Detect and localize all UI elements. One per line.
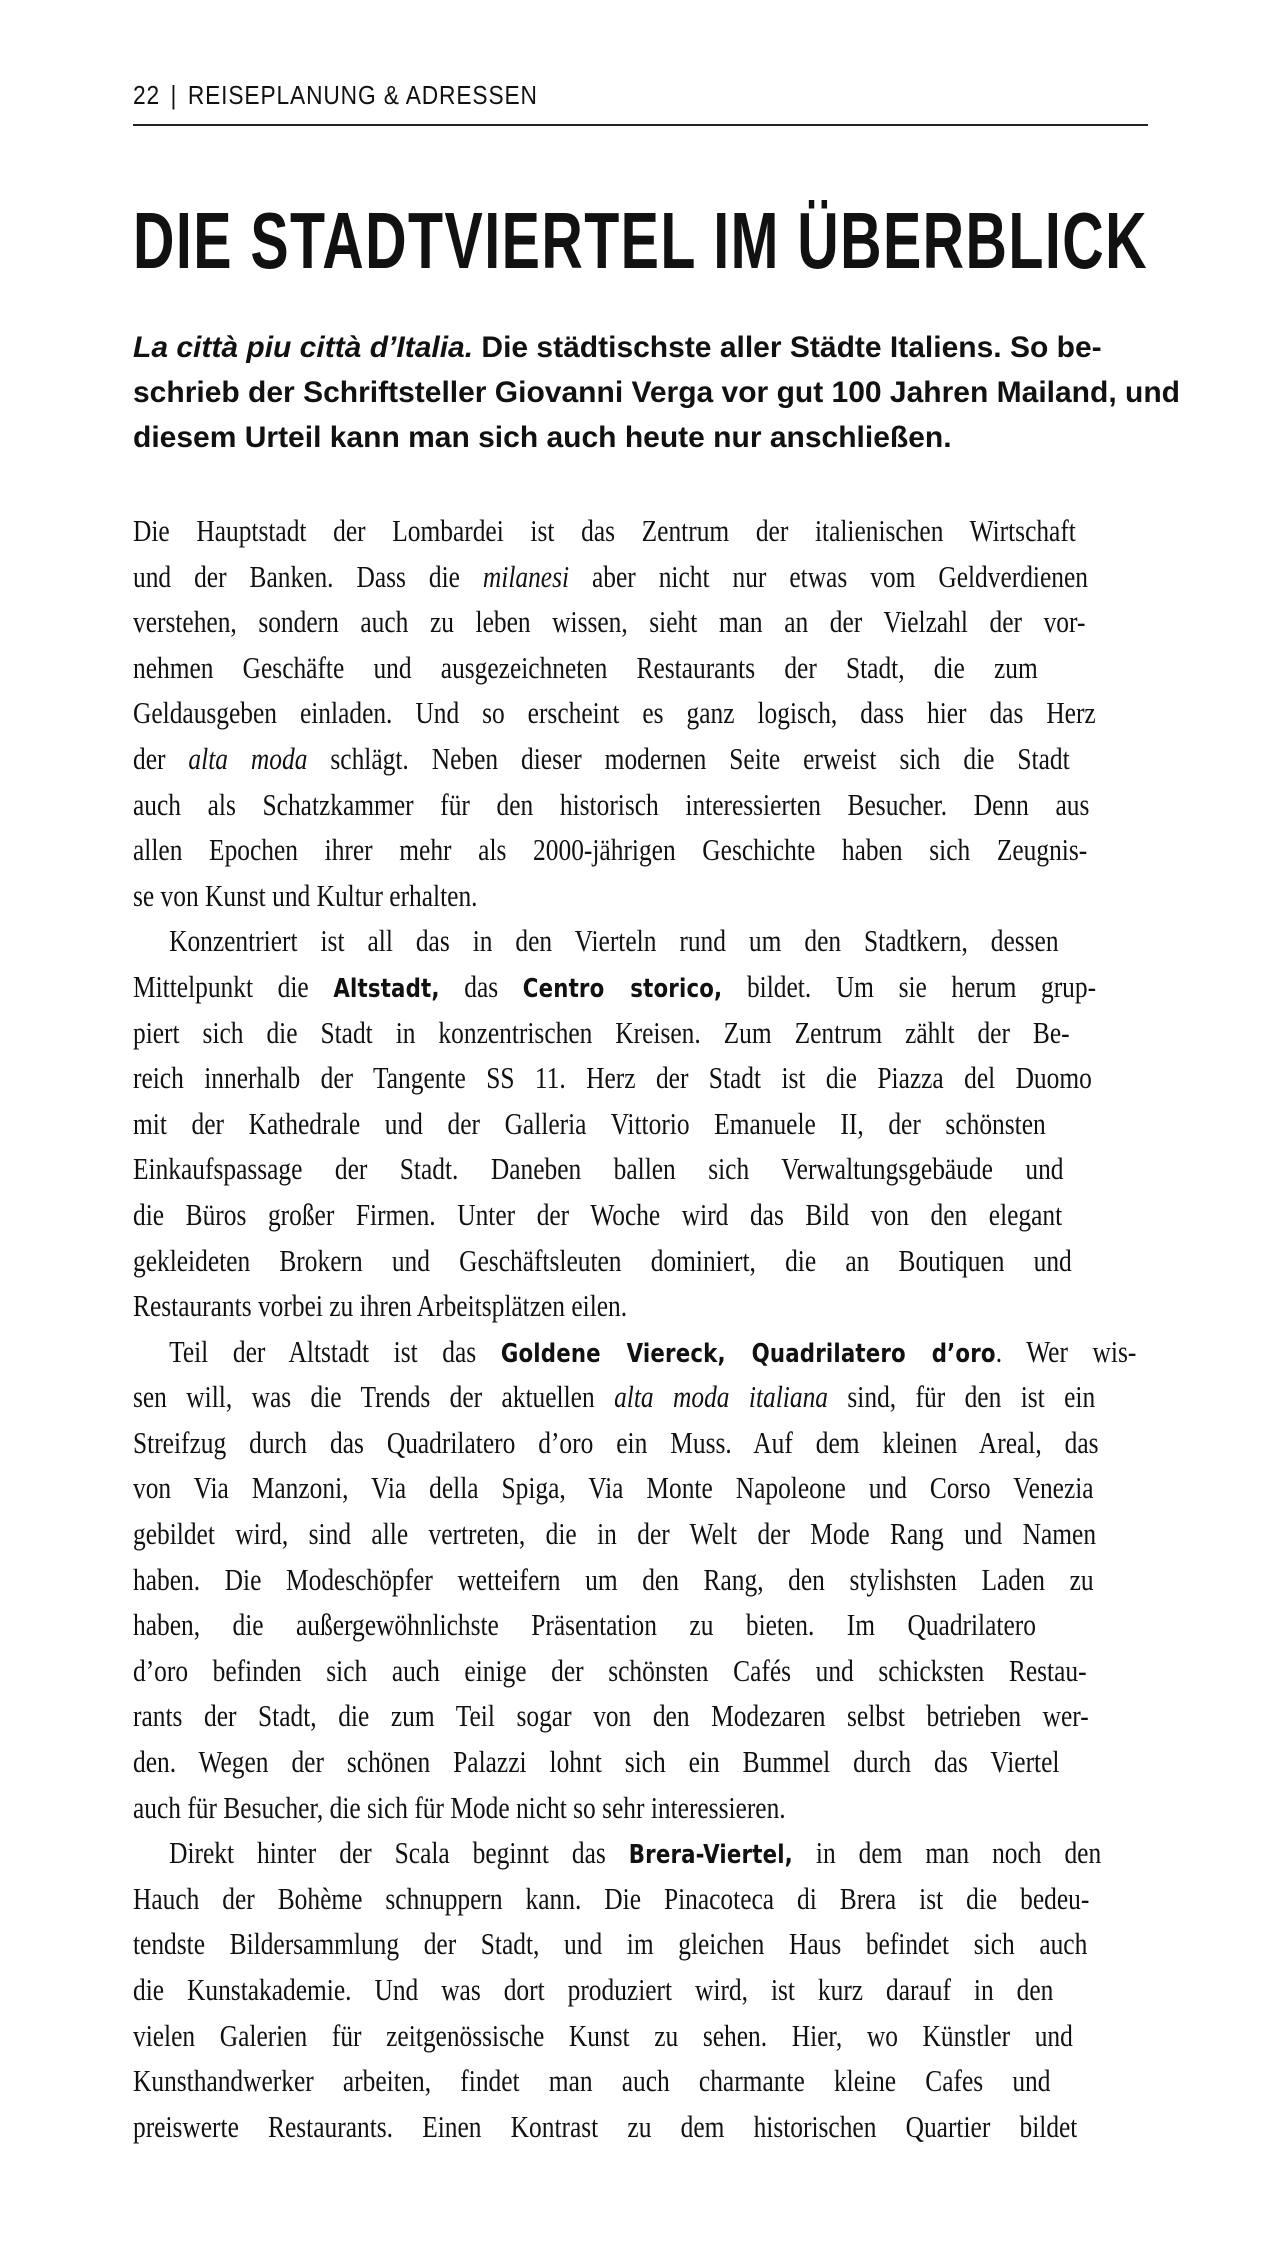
highlighted-term: Altstadt,: [333, 973, 440, 1004]
text-segment: Konzentriert ist all das in den Vierteln rund um den Stadtkern, dessen: [169, 923, 1059, 959]
text-line: [133, 1511, 1097, 1557]
text-segment: der: [133, 740, 189, 776]
italic-text: alta moda italiana: [614, 1379, 829, 1415]
highlighted-term: Centro storico,: [522, 973, 723, 1004]
text-segment: Die Hauptstadt der Lombardei ist das Zentrum der italienischen Wirtschaft: [133, 513, 1076, 548]
text-line: [133, 1648, 1087, 1694]
text-segment: das: [439, 968, 523, 1004]
text-segment: Die städtischste aller Städte Italiens. So be-: [473, 331, 1102, 364]
running-header: [133, 80, 538, 116]
text-line: [133, 645, 1038, 691]
text-segment: und der Banken. Dass die: [133, 558, 483, 594]
header-separator: |: [170, 80, 178, 110]
highlighted-term: Brera-Viertel,: [628, 1840, 793, 1871]
italic-text: La città piu città d’Italia.: [133, 331, 474, 364]
text-segment: se von Kunst und Kultur erhalten.: [133, 877, 478, 913]
text-line: [133, 1921, 1088, 1967]
text-line: [133, 1101, 1046, 1147]
text-line: [133, 827, 1088, 873]
text-segment: tendste Bildersammlung der Stadt, und im gleichen Haus befindet sich auch: [133, 1926, 1088, 1962]
text-segment: Direkt hinter der Scala beginnt das: [169, 1835, 629, 1871]
text-line: [133, 1830, 1102, 1876]
italic-text: milanesi: [482, 558, 570, 594]
paragraph: [133, 1329, 1148, 1831]
text-segment: gebildet wird, sind alle vertreten, die in der Welt der Mode Rang und Namen: [133, 1516, 1097, 1552]
text-segment: haben, die außergewöhnlichste Präsentation zu bieten. Im Quadrilatero: [133, 1607, 1036, 1643]
text-segment: Teil der Altstadt ist das: [169, 1333, 501, 1369]
text-line: [133, 2013, 1073, 2059]
text-segment: rants der Stadt, die zum Teil sogar von den Modezaren selbst betrieben wer-: [133, 1698, 1089, 1734]
text-line: [133, 1876, 1090, 1922]
text-segment: mit der Kathedrale und der Galleria Vittorio Emanuele II, der schönsten: [133, 1105, 1046, 1141]
text-segment: sind, für den ist ein: [828, 1379, 1096, 1415]
text-segment: piert sich die Stadt in konzentrischen Kreisen. Zum Zentrum zählt der Be-: [133, 1014, 1070, 1050]
text-line: [133, 599, 1086, 645]
text-segment: bildet. Um sie herum grup-: [722, 968, 1097, 1004]
text-segment: von Via Manzoni, Via della Spiga, Via Monte Napoleone und Corso Venezia: [133, 1470, 1094, 1506]
text-line: [133, 370, 1180, 415]
text-line: [133, 508, 1076, 554]
body-text: [133, 508, 1148, 2149]
text-segment: reich innerhalb der Tangente SS 11. Herz der Stadt ist die Piazza del Duomo: [133, 1060, 1092, 1096]
text-segment: in dem man noch den: [792, 1835, 1102, 1871]
page-number: 22: [133, 80, 161, 110]
text-line: [133, 690, 1096, 736]
text-segment: schrieb der Schriftsteller Giovanni Verga vor gut 100 Jahren Mailand, und: [133, 376, 1180, 409]
text-line: [133, 964, 1097, 1010]
text-segment: nehmen Geschäfte und ausgezeichneten Restaurants der Stadt, die zum: [133, 649, 1038, 685]
text-line: [133, 1739, 1060, 1785]
text-segment: auch als Schatzkammer für den historisch interessierten Besucher. Denn aus: [133, 786, 1090, 822]
text-line: [133, 1785, 965, 1831]
text-line: [133, 1146, 1064, 1192]
header-rule: [133, 124, 1148, 126]
text-line: [133, 1283, 965, 1329]
text-segment: . Wer wis-: [995, 1333, 1137, 1369]
text-segment: haben. Die Modeschöpfer wetteifern um den Rang, den stylishsten Laden zu: [133, 1561, 1094, 1597]
highlighted-term: Goldene Viereck, Quadrilatero d’oro: [500, 1338, 996, 1369]
text-segment: Hauch der Bohème schnuppern kann. Die Pinacoteca di Brera ist die bedeu-: [133, 1880, 1090, 1916]
text-line: [133, 1967, 1054, 2013]
text-segment: Geldausgeben einladen. Und so erscheint es ganz logisch, dass hier das Herz: [133, 695, 1096, 731]
text-segment: Streifzug durch das Quadrilatero d’oro ein Muss. Auf dem kleinen Areal, das: [133, 1424, 1099, 1460]
text-line: [133, 1010, 1070, 1056]
intro-paragraph: [133, 325, 1180, 460]
text-segment: Mittelpunkt die: [133, 968, 334, 1004]
text-segment: sen will, was die Trends der aktuellen: [133, 1379, 615, 1415]
text-line: [133, 1329, 1137, 1375]
text-line: [133, 2058, 1051, 2104]
text-segment: gekleideten Brokern und Geschäftsleuten dominiert, die an Boutiquen und: [133, 1242, 1072, 1278]
text-segment: Kunsthandwerker arbeiten, findet man auch charmante kleine Cafes und: [133, 2063, 1051, 2099]
text-segment: preiswerte Restaurants. Einen Kontrast zu dem historischen Quartier bildet: [133, 2108, 1078, 2144]
text-line: [133, 325, 1148, 370]
text-line: [133, 1693, 1089, 1739]
text-segment: d’oro befinden sich auch einige der schönsten Cafés und schicksten Restau-: [133, 1652, 1087, 1688]
text-line: [133, 918, 1059, 964]
text-segment: diesem Urteil kann man sich auch heute nur anschließen.: [133, 421, 952, 454]
text-line: [133, 782, 1090, 828]
text-segment: allen Epochen ihrer mehr als 2000-jährigen Geschichte haben sich Zeugnis-: [133, 832, 1088, 868]
text-line: [133, 1055, 1092, 1101]
section-title: REISEPLANUNG & ADRESSEN: [187, 80, 538, 110]
text-segment: Restaurants vorbei zu ihren Arbeitsplätzen eilen.: [133, 1288, 628, 1324]
text-line: [133, 2104, 1078, 2150]
italic-text: alta moda: [188, 740, 308, 776]
text-line: [133, 1192, 1063, 1238]
text-line: [133, 1238, 1072, 1284]
text-line: [133, 873, 965, 919]
paragraph: [133, 1830, 1148, 2149]
text-line: [133, 554, 1088, 600]
text-line: [133, 1465, 1094, 1511]
text-segment: die Büros großer Firmen. Unter der Woche wird das Bild von den elegant: [133, 1196, 1063, 1232]
text-segment: schlägt. Neben dieser modernen Seite erweist sich die Stadt: [307, 740, 1070, 776]
text-line: [133, 1374, 1096, 1420]
paragraph: [133, 508, 1148, 918]
text-line: [133, 1420, 1099, 1466]
text-segment: verstehen, sondern auch zu leben wissen, sieht man an der Vielzahl der vor-: [133, 604, 1086, 640]
paragraph: [133, 918, 1148, 1328]
text-segment: den. Wegen der schönen Palazzi lohnt sich ein Bummel durch das Viertel: [133, 1744, 1060, 1780]
text-segment: auch für Besucher, die sich für Mode nicht so sehr interessieren.: [133, 1789, 786, 1825]
text-segment: aber nicht nur etwas vom Geldverdienen: [569, 558, 1088, 594]
page-title: DIE STADTVIERTEL IM ÜBERBLICK: [133, 196, 1149, 285]
text-segment: Einkaufspassage der Stadt. Daneben ballen sich Verwaltungsgebäude und: [133, 1151, 1064, 1187]
text-line: [133, 736, 1070, 782]
text-segment: die Kunstakademie. Und was dort produziert wird, ist kurz darauf in den: [133, 1972, 1054, 2007]
text-line: [133, 415, 1148, 460]
text-line: [133, 1602, 1036, 1648]
text-line: [133, 1557, 1094, 1603]
text-segment: vielen Galerien für zeitgenössische Kunst zu sehen. Hier, wo Künstler und: [133, 2017, 1073, 2053]
